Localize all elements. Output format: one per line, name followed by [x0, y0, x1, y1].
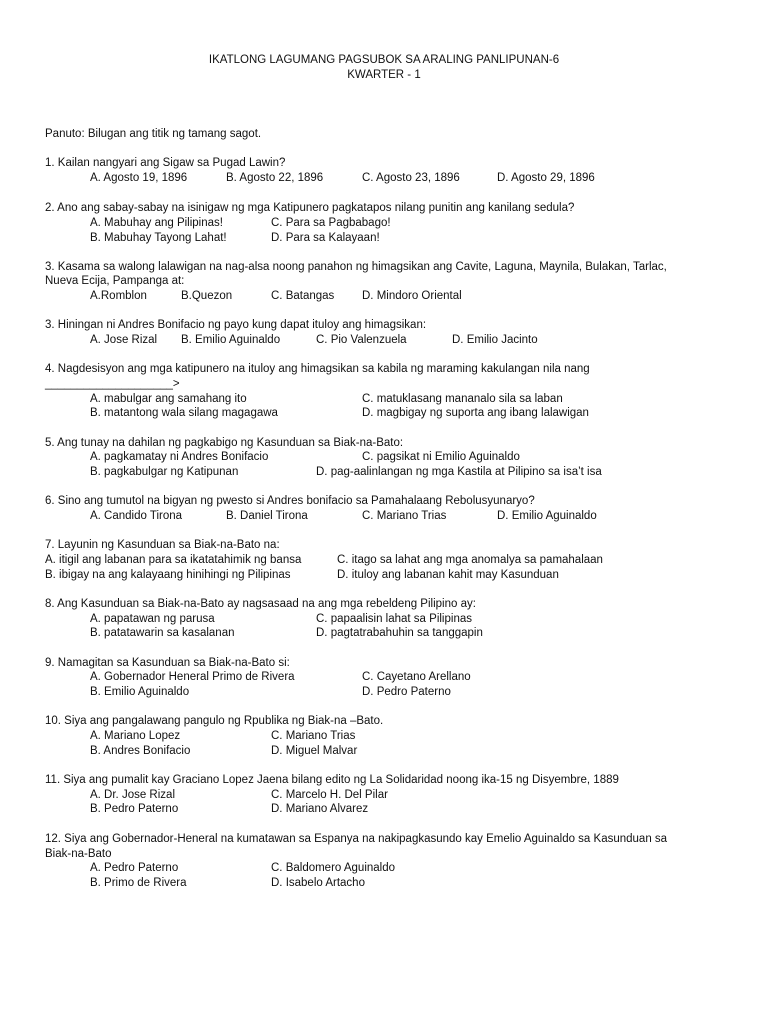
option-b: B. Daniel Tirona [226, 510, 308, 522]
option-a: A. Agosto 19, 1896 [90, 172, 188, 184]
question-text-cont: Biak-na-Bato [45, 848, 112, 860]
option-d: D. Para sa Kalayaan! [271, 232, 380, 244]
option-c: C. matuklasang mananalo sila sa laban [362, 393, 563, 405]
option-a: A. Dr. Jose Rizal [90, 789, 175, 801]
option-d: D. ituloy ang labanan kahit may Kasunduan [337, 569, 559, 581]
quarter-label: KWARTER - 1 [347, 69, 421, 81]
instructions: Panuto: Bilugan ang titik ng tamang sagot. [45, 128, 262, 140]
question-text: 2. Ano ang sabay-sabay na isinigaw ng mga Katipunero pagkatapos nilang punitin ang kanilang sedula? [45, 202, 575, 214]
option-c: C. Marcelo H. Del Pilar [271, 789, 388, 801]
question-text: 8. Ang Kasunduan sa Biak-na-Bato ay nagsasaad na ang mga rebeldeng Pilipino ay: [45, 598, 476, 610]
option-c: C. pagsikat ni Emilio Aguinaldo [362, 451, 520, 463]
question-text: 4. Nagdesisyon ang mga katipunero na ituloy ang himagsikan sa kabila ng maraming kakulangan nila nang [45, 363, 590, 375]
option-b: B. Pedro Paterno [90, 803, 179, 815]
question-text: 12. Siya ang Gobernador-Heneral na kumatawan sa Espanya na nakipagkasundo kay Emelio Aguinaldo sa Kasunduan sa [45, 833, 668, 845]
option-b: B. ibigay na ang kalayaang hinihingi ng Pilipinas [45, 569, 291, 581]
option-d: D. Isabelo Artacho [271, 877, 365, 889]
option-a: A. Jose Rizal [90, 334, 158, 346]
option-b: B. Andres Bonifacio [90, 745, 191, 757]
option-b: B. Primo de Rivera [90, 877, 187, 889]
option-c: C. Agosto 23, 1896 [362, 172, 460, 184]
option-a: A. Pedro Paterno [90, 862, 179, 874]
question-text-cont: Nueva Ecija, Pampanga at: [45, 275, 185, 287]
option-c: C. Mariano Trias [271, 730, 356, 742]
option-d: D. Agosto 29, 1896 [497, 172, 595, 184]
option-d: D. Emilio Jacinto [452, 334, 538, 346]
question-text: 9. Namagitan sa Kasunduan sa Biak-na-Bato si: [45, 657, 290, 669]
option-d: D. Mindoro Oriental [362, 290, 462, 302]
option-c: C. Pio Valenzuela [316, 334, 407, 346]
question-text: 1. Kailan nangyari ang Sigaw sa Pugad Lawin? [45, 157, 286, 169]
question-text: 3. Kasama sa walong lalawigan na nag-alsa noong panahon ng himagsikan ang Cavite, Laguna, Maynila, Bulakan, Tarlac, [45, 261, 667, 273]
option-c: C. Batangas [271, 290, 335, 302]
option-b: B. matantong wala silang magagawa [90, 407, 278, 419]
option-d: D. magbigay ng suporta ang ibang lalawigan [362, 407, 589, 419]
option-c: C. itago sa lahat ang mga anomalya sa pamahalaan [337, 554, 603, 566]
option-d: D. Mariano Alvarez [271, 803, 369, 815]
option-d: D. Pedro Paterno [362, 686, 451, 698]
question-text: 10. Siya ang pangalawang pangulo ng Rpublika ng Biak-na –Bato. [45, 715, 384, 727]
option-d: D. Emilio Aguinaldo [497, 510, 597, 522]
option-b: B. Emilio Aguinaldo [181, 334, 281, 346]
option-c: C. Baldomero Aguinaldo [271, 862, 396, 874]
option-c: C. Cayetano Arellano [362, 671, 471, 683]
option-b: B. Emilio Aguinaldo [90, 686, 190, 698]
option-b: B. Agosto 22, 1896 [226, 172, 324, 184]
option-d: D. pag-aalinlangan ng mga Kastila at Pilipino sa isa’t isa [316, 466, 602, 478]
option-a: A. pagkamatay ni Andres Bonifacio [90, 451, 269, 463]
option-c: C. papaalisin lahat sa Pilipinas [316, 613, 472, 625]
option-a: A. Candido Tirona [90, 510, 183, 522]
option-d: D. pagtatrabahuhin sa tanggapin [316, 627, 483, 639]
option-a: A. Gobernador Heneral Primo de Rivera [90, 671, 295, 683]
worksheet-title: IKATLONG LAGUMANG PAGSUBOK SA ARALING PANLIPUNAN-6 [208, 54, 560, 66]
option-d: D. Miguel Malvar [271, 745, 358, 757]
option-b: B.Quezon [181, 290, 233, 302]
option-a: A.Romblon [90, 290, 147, 302]
answer-blank: ____________________> [45, 378, 180, 390]
option-a: A. Mariano Lopez [90, 730, 181, 742]
option-a: A. itigil ang labanan para sa ikatatahimik ng bansa [45, 554, 302, 566]
question-text: 3. Hiningan ni Andres Bonifacio ng payo kung dapat ituloy ang himagsikan: [45, 319, 427, 331]
option-b: B. patatawarin sa kasalanan [90, 627, 235, 639]
option-b: B. Mabuhay Tayong Lahat! [90, 232, 227, 244]
option-c: C. Mariano Trias [362, 510, 447, 522]
question-text: 5. Ang tunay na dahilan ng pagkabigo ng Kasunduan sa Biak-na-Bato: [45, 437, 404, 449]
option-b: B. pagkabulgar ng Katipunan [90, 466, 239, 478]
question-text: 11. Siya ang pumalit kay Graciano Lopez Jaena bilang edito ng La Solidaridad noong ika-15 ng Disyembre, 1889 [45, 774, 619, 786]
option-a: A. mabulgar ang samahang ito [90, 393, 247, 405]
option-c: C. Para sa Pagbabago! [271, 217, 391, 229]
question-text: 7. Layunin ng Kasunduan sa Biak-na-Bato na: [45, 539, 280, 551]
question-text: 6. Sino ang tumutol na bigyan ng pwesto si Andres bonifacio sa Pamahalaang Rebolusyunaryo? [45, 495, 535, 507]
option-a: A. Mabuhay ang Pilipinas! [90, 217, 223, 229]
option-a: A. papatawan ng parusa [90, 613, 215, 625]
